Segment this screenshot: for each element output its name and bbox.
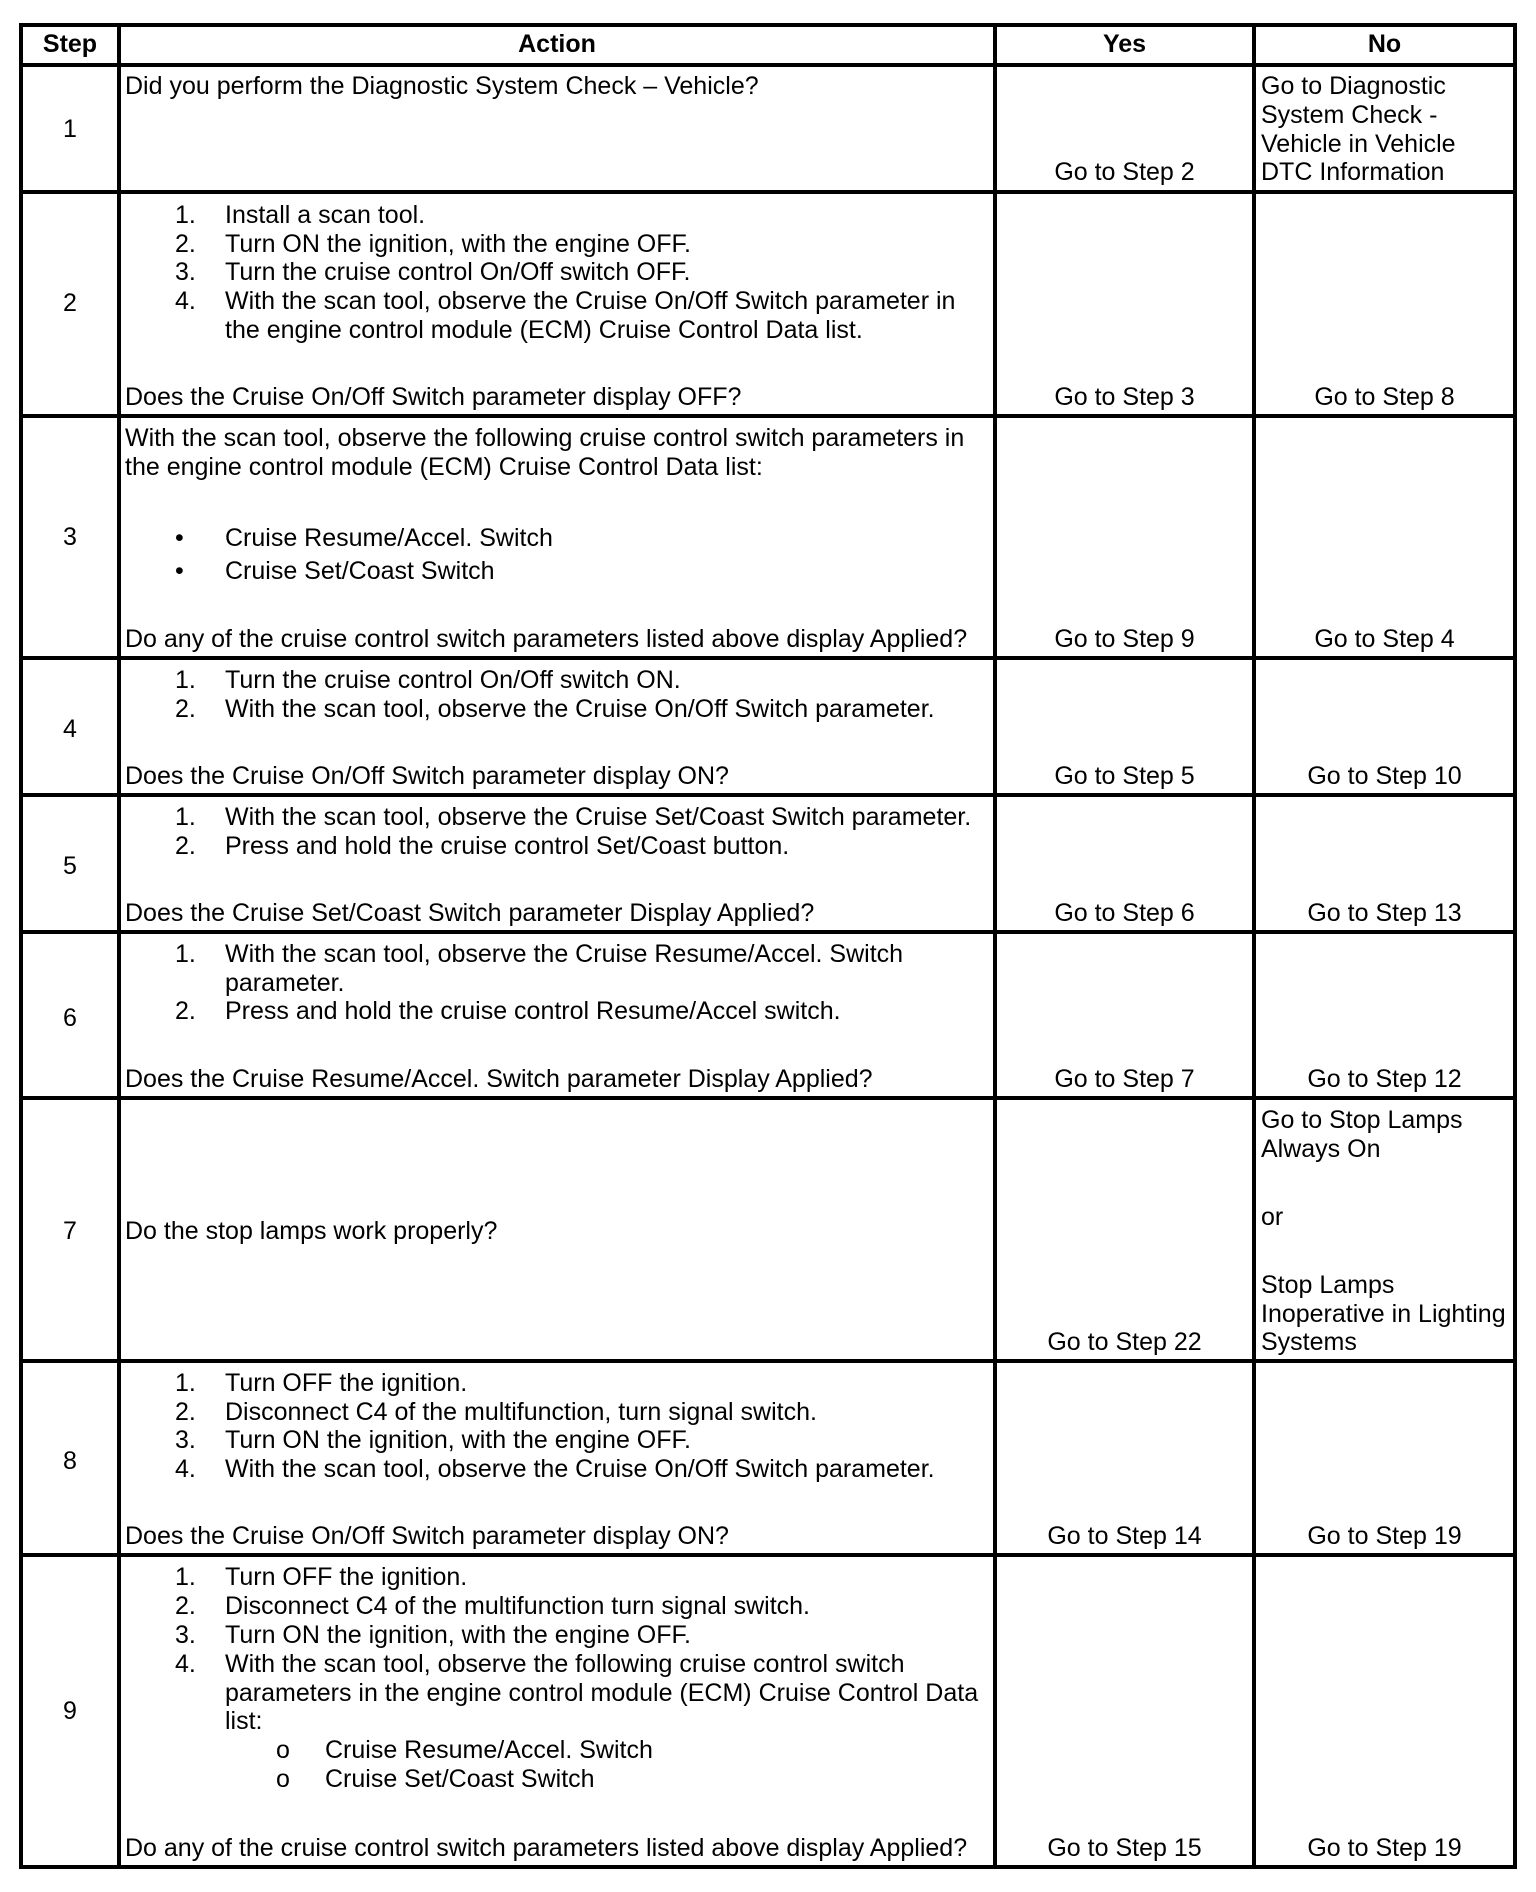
no-result-line: System Check -: [1261, 101, 1438, 129]
list-marker: 1.: [175, 666, 196, 694]
list-marker: 3.: [175, 258, 196, 286]
header-yes: Yes: [1102, 30, 1147, 58]
action-question: Do any of the cruise control switch parameters listed above display Applied?: [125, 625, 968, 653]
no-result-line: Stop Lamps: [1261, 1271, 1395, 1299]
list-marker: 2.: [175, 1398, 196, 1426]
step-number: 6: [63, 1004, 77, 1032]
action-step: With the scan tool, observe the Cruise On/Off Switch parameter.: [225, 1455, 935, 1483]
action-step: Turn ON the ignition, with the engine OFF.: [225, 230, 691, 258]
bullet-marker: •: [175, 557, 184, 585]
action-step: Turn ON the ignition, with the engine OFF.: [225, 1426, 691, 1454]
step-number: 2: [63, 289, 77, 317]
action-text: With the scan tool, observe the following cruise control switch parameters in: [125, 424, 965, 452]
table-border-right: [1513, 23, 1517, 1869]
no-result: Go to Step 19: [1307, 1834, 1462, 1862]
action-step: With the scan tool, observe the Cruise On/Off Switch parameter.: [225, 695, 935, 723]
list-marker: 2.: [175, 1592, 196, 1620]
row-divider: [19, 414, 1517, 418]
action-step: Turn OFF the ignition.: [225, 1563, 468, 1591]
action-step: Install a scan tool.: [225, 201, 426, 229]
row-divider: [19, 1096, 1517, 1100]
row-divider: [19, 190, 1517, 194]
action-step-continued: list:: [225, 1707, 263, 1735]
no-result: Go to Step 10: [1307, 762, 1462, 790]
action-step: Turn the cruise control On/Off switch ON.: [225, 666, 681, 694]
list-marker: 2.: [175, 832, 196, 860]
action-text: Did you perform the Diagnostic System Check – Vehicle?: [125, 72, 759, 100]
no-result-line: Always On: [1261, 1135, 1381, 1163]
list-marker: 4.: [175, 1455, 196, 1483]
step-number: 9: [63, 1697, 77, 1725]
yes-result: Go to Step 15: [1047, 1834, 1202, 1862]
action-question: Do any of the cruise control switch parameters listed above display Applied?: [125, 1834, 968, 1862]
list-marker: 2.: [175, 695, 196, 723]
action-step-continued: parameter.: [225, 969, 345, 997]
yes-result: Go to Step 6: [1054, 899, 1195, 927]
list-marker: 1.: [175, 201, 196, 229]
action-step: With the scan tool, observe the Cruise Set/Coast Switch parameter.: [225, 803, 972, 831]
column-divider: [1252, 23, 1256, 1869]
sub-bullet-marker: o: [276, 1736, 290, 1764]
action-question: Does the Cruise On/Off Switch parameter display OFF?: [125, 383, 742, 411]
list-marker: 1.: [175, 1369, 196, 1397]
list-marker: 4.: [175, 1650, 196, 1678]
table-border-top: [19, 23, 1517, 27]
column-divider: [993, 23, 997, 1869]
no-result-line: DTC Information: [1261, 158, 1445, 186]
bullet-item: Cruise Set/Coast Switch: [225, 557, 495, 585]
action-step-continued: parameters in the engine control module (ECM) Cruise Control Data: [225, 1679, 979, 1707]
step-number: 1: [63, 115, 77, 143]
list-marker: 1.: [175, 1563, 196, 1591]
action-step: Disconnect C4 of the multifunction, turn signal switch.: [225, 1398, 817, 1426]
no-result-line: Go to Stop Lamps: [1261, 1106, 1463, 1134]
action-step: With the scan tool, observe the following cruise control switch: [225, 1650, 905, 1678]
column-divider: [117, 23, 121, 1869]
no-result: Go to Step 13: [1307, 899, 1462, 927]
yes-result: Go to Step 5: [1054, 762, 1195, 790]
action-text: the engine control module (ECM) Cruise Control Data list:: [125, 453, 763, 481]
step-number: 8: [63, 1447, 77, 1475]
action-question: Does the Cruise Set/Coast Switch parameter Display Applied?: [125, 899, 815, 927]
action-question: Does the Cruise On/Off Switch parameter display ON?: [125, 762, 729, 790]
no-result: Go to Step 12: [1307, 1065, 1462, 1093]
action-step: With the scan tool, observe the Cruise On/Off Switch parameter in: [225, 287, 956, 315]
row-divider: [19, 930, 1517, 934]
yes-result: Go to Step 2: [1054, 158, 1195, 186]
action-step: Turn ON the ignition, with the engine OFF.: [225, 1621, 691, 1649]
list-marker: 1.: [175, 803, 196, 831]
list-marker: 3.: [175, 1426, 196, 1454]
step-number: 5: [63, 852, 77, 880]
sub-bullet-item: Cruise Set/Coast Switch: [325, 1765, 595, 1793]
action-step: With the scan tool, observe the Cruise Resume/Accel. Switch: [225, 940, 904, 968]
row-divider: [19, 793, 1517, 797]
no-result-line: Vehicle in Vehicle: [1261, 130, 1456, 158]
no-result: Go to Step 19: [1307, 1522, 1462, 1550]
row-divider: [19, 1359, 1517, 1363]
row-divider: [19, 656, 1517, 660]
action-question: Does the Cruise On/Off Switch parameter display ON?: [125, 1522, 729, 1550]
list-marker: 3.: [175, 1621, 196, 1649]
no-result-line: or: [1261, 1203, 1284, 1231]
action-question: Does the Cruise Resume/Accel. Switch parameter Display Applied?: [125, 1065, 873, 1093]
header-divider: [19, 63, 1517, 67]
bullet-marker: •: [175, 524, 184, 552]
yes-result: Go to Step 22: [1047, 1328, 1202, 1356]
action-step-continued: the engine control module (ECM) Cruise Control Data list.: [225, 316, 863, 344]
no-result: Go to Step 4: [1314, 625, 1455, 653]
header-step: Step: [42, 30, 98, 58]
row-divider: [19, 1553, 1517, 1557]
action-step: Turn the cruise control On/Off switch OFF.: [225, 258, 691, 286]
list-marker: 2.: [175, 230, 196, 258]
yes-result: Go to Step 7: [1054, 1065, 1195, 1093]
sub-bullet-item: Cruise Resume/Accel. Switch: [325, 1736, 653, 1764]
bullet-item: Cruise Resume/Accel. Switch: [225, 524, 553, 552]
action-question: Do the stop lamps work properly?: [125, 1217, 498, 1245]
action-step: Disconnect C4 of the multifunction turn signal switch.: [225, 1592, 810, 1620]
action-step: Turn OFF the ignition.: [225, 1369, 468, 1397]
header-action: Action: [518, 30, 596, 58]
no-result-line: Inoperative in Lighting: [1261, 1300, 1506, 1328]
no-result-line: Go to Diagnostic: [1261, 72, 1446, 100]
no-result: Go to Step 8: [1314, 383, 1455, 411]
yes-result: Go to Step 14: [1047, 1522, 1202, 1550]
list-marker: 4.: [175, 287, 196, 315]
yes-result: Go to Step 3: [1054, 383, 1195, 411]
yes-result: Go to Step 9: [1054, 625, 1195, 653]
sub-bullet-marker: o: [276, 1765, 290, 1793]
header-no: No: [1367, 30, 1402, 58]
table-border-bottom: [19, 1865, 1517, 1869]
list-marker: 1.: [175, 940, 196, 968]
no-result-line: Systems: [1261, 1328, 1357, 1356]
list-marker: 2.: [175, 997, 196, 1025]
action-step: Press and hold the cruise control Resume/Accel switch.: [225, 997, 841, 1025]
action-step: Press and hold the cruise control Set/Coast button.: [225, 832, 790, 860]
step-number: 3: [63, 523, 77, 551]
step-number: 7: [63, 1217, 77, 1245]
step-number: 4: [63, 715, 77, 743]
